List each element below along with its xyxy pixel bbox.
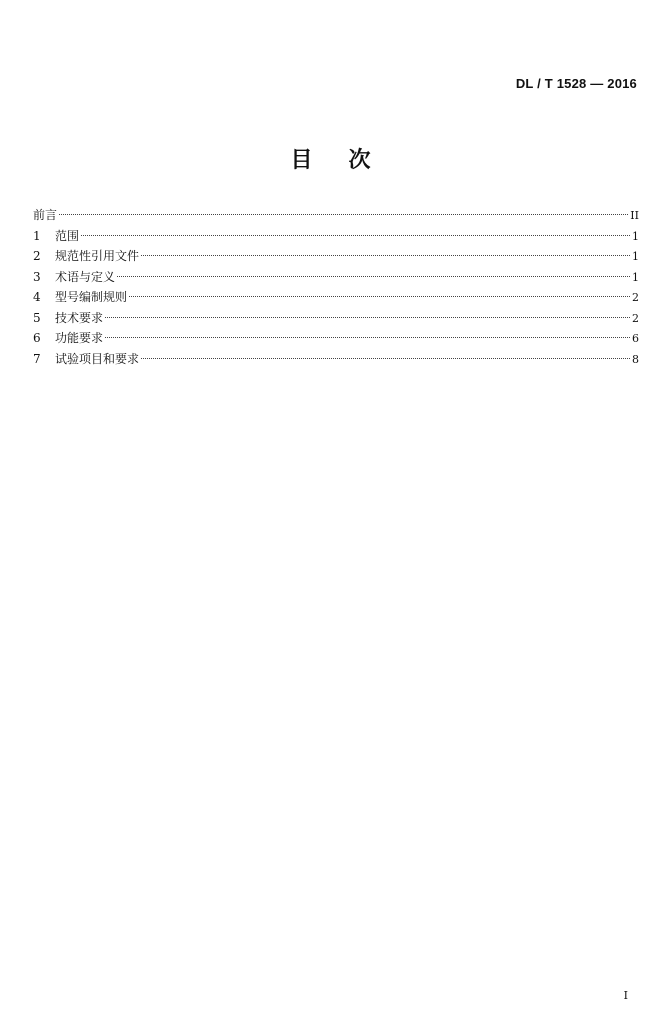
toc-entry[interactable] bbox=[33, 246, 639, 267]
title-char-2: 次 bbox=[348, 148, 371, 173]
toc-leader-dots bbox=[59, 214, 628, 215]
toc-entry-page: 8 bbox=[632, 352, 639, 366]
toc-entry-number: 1 bbox=[33, 228, 41, 243]
toc-entry[interactable] bbox=[33, 328, 639, 349]
toc-entry[interactable] bbox=[33, 205, 639, 226]
toc-entry-page: 6 bbox=[632, 332, 639, 345]
toc-entry-number: 7 bbox=[33, 351, 41, 366]
toc-entry-page: 1 bbox=[632, 229, 639, 243]
toc-entry-page: 2 bbox=[632, 291, 639, 304]
toc-leader-dots bbox=[141, 255, 630, 256]
toc-entry-number: 6 bbox=[33, 331, 41, 345]
toc-leader-dots bbox=[105, 337, 630, 338]
toc-entry-page: 2 bbox=[632, 311, 639, 325]
toc-entry[interactable] bbox=[33, 267, 639, 288]
toc-leader-dots bbox=[141, 358, 630, 359]
toc-entry-page: 1 bbox=[632, 270, 639, 284]
toc-entry-label: 型号编制规则 bbox=[55, 290, 128, 304]
toc-entry-label: 试验项目和要求 bbox=[55, 351, 140, 366]
toc-entry-number: 2 bbox=[33, 249, 41, 263]
toc-entry-page: II bbox=[630, 209, 639, 222]
toc-entry-label: 范围 bbox=[55, 228, 80, 243]
table-of-contents bbox=[33, 205, 639, 369]
toc-leader-dots bbox=[105, 317, 630, 318]
toc-entry-label: 前言 bbox=[33, 208, 58, 222]
page-title bbox=[0, 143, 661, 174]
toc-entry-number: 3 bbox=[33, 269, 41, 284]
toc-entry-label: 规范性引用文件 bbox=[55, 249, 140, 263]
toc-leader-dots bbox=[81, 235, 630, 236]
page-number: I bbox=[623, 989, 628, 1002]
toc-entry[interactable] bbox=[33, 287, 639, 308]
toc-entry[interactable] bbox=[33, 226, 639, 247]
toc-entry[interactable] bbox=[33, 308, 639, 329]
toc-entry-label: 功能要求 bbox=[55, 331, 104, 345]
toc-entry-number: 5 bbox=[33, 310, 41, 325]
toc-entry-label: 技术要求 bbox=[55, 310, 104, 325]
toc-entry-page: 1 bbox=[632, 250, 639, 263]
toc-leader-dots bbox=[129, 296, 630, 297]
title-char-1: 目 bbox=[290, 148, 313, 173]
toc-entry-label: 术语与定义 bbox=[55, 269, 116, 284]
toc-leader-dots bbox=[117, 276, 630, 277]
document-code: DL / T 1528 — 2016 bbox=[515, 76, 637, 91]
toc-entry-number: 4 bbox=[33, 290, 41, 304]
toc-entry[interactable] bbox=[33, 349, 639, 370]
